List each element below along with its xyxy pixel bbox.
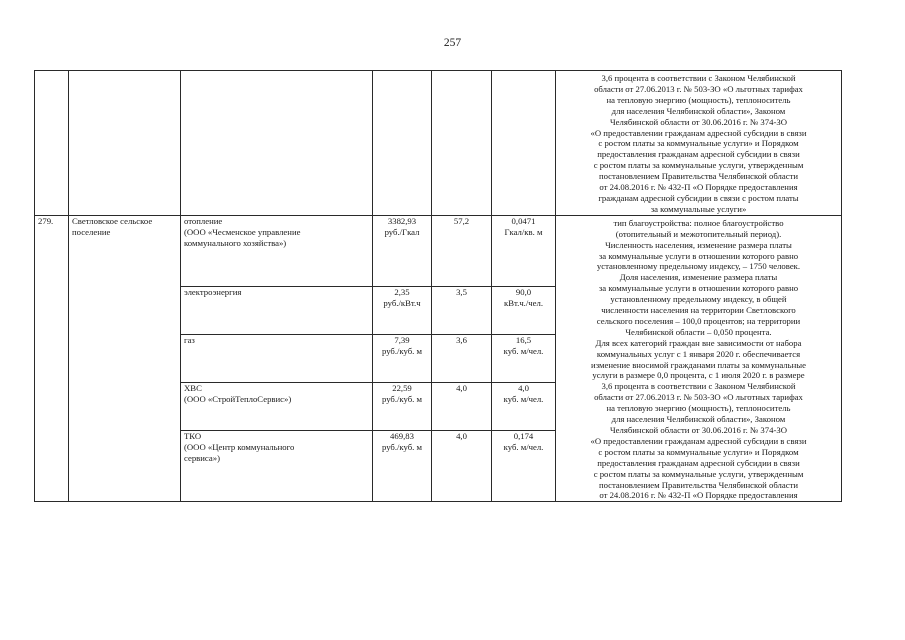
note-line: Челябинской области от 30.06.2016 г. № 374-ЗО	[610, 116, 787, 127]
service-name	[181, 286, 373, 334]
norm-value: 16,5	[515, 335, 532, 345]
note-line: для населения Челябинской области», Законом	[611, 414, 786, 425]
note-line: Челябинской области – 0,050 процента.	[625, 326, 772, 337]
note-line: установленному предельному индексу, в общей	[610, 294, 787, 305]
norm-cell	[492, 431, 556, 502]
note-line: области от 27.06.2013 г. № 503-ЗО «О льготных тарифах	[594, 392, 803, 403]
note-line: предоставления гражданам адресной субсидии в связи	[597, 149, 800, 160]
percent-cell: 3,5	[432, 286, 492, 334]
cell-empty	[492, 71, 556, 216]
percent-cell: 4,0	[432, 431, 492, 502]
norm-unit: куб. м/чел.	[503, 345, 544, 356]
note-line: «О предоставлении гражданам адресной субсидии в связи	[590, 127, 807, 138]
norm-unit: кВт.ч./чел.	[503, 297, 544, 308]
note-line: (отопительный и межотопительный период).	[615, 228, 782, 239]
note-line: за коммунальные услуги»	[650, 203, 747, 214]
note-line: гражданам адресной субсидии в связи с ростом платы	[598, 192, 799, 203]
note-line: 3,6 процента в соответствии с Законом Челябинской	[601, 381, 796, 392]
norm-value: 4,0	[518, 383, 529, 394]
tariff-value: 2,35	[394, 286, 410, 297]
service-name-line: электроэнергия	[184, 286, 242, 297]
tariff-cell	[373, 335, 432, 383]
note-line: от 24.08.2016 г. № 432-П «О Порядке предоставления	[599, 182, 798, 193]
note-line: на тепловую энергию (мощность), теплоноситель	[606, 403, 791, 414]
cell-empty	[373, 71, 432, 216]
page-number: 257	[443, 37, 462, 49]
service-name-line: (ООО «Центр коммунального	[184, 442, 295, 453]
note-line: с ростом платы за коммунальные услуги, утвержденным	[593, 160, 804, 171]
note-line: Челябинской области от 30.06.2016 г. № 374-ЗО	[610, 425, 787, 435]
norm-unit: куб. м/чел.	[503, 394, 544, 405]
service-name-line: газ	[184, 335, 195, 345]
note-line: Численность населения, изменение размера платы	[605, 239, 792, 250]
service-name-line: коммунального хозяйства»)	[184, 237, 287, 248]
percent-cell: 57,2	[432, 215, 492, 286]
note-line: коммунальных услуг с 1 января 2020 г. обеспечивается	[596, 348, 801, 359]
tariff-cell	[373, 431, 432, 502]
note-line: установленному предельному индексу, – 1750 человек.	[596, 261, 801, 272]
cell-empty	[181, 71, 373, 216]
service-name	[181, 215, 373, 286]
tariff-unit: руб./куб. м	[381, 345, 423, 356]
norm-unit: Гкал/кв. м	[504, 226, 543, 237]
row-number: 279.	[35, 215, 69, 502]
note-line: Доля населения, изменение размера платы	[619, 272, 778, 283]
norm-cell	[492, 383, 556, 431]
cell-empty	[69, 71, 181, 216]
note-line: «О предоставлении гражданам адресной субсидии в связи	[590, 435, 807, 446]
note-line: услуги в размере 0,0 процента, с 1 июля 2020 г. в размере	[592, 370, 805, 381]
note-line: предоставления гражданам адресной субсидии в связи	[597, 457, 800, 468]
percent-cell: 4,0	[432, 383, 492, 431]
note-line: области от 27.06.2013 г. № 503-ЗО «О льготных тарифах	[594, 83, 803, 94]
tariff-value: 22,59	[392, 383, 412, 394]
service-name-line: отопление	[184, 215, 223, 226]
note-line: на тепловую энергию (мощность), теплоноситель	[606, 94, 791, 105]
note-line: с ростом платы за коммунальные услуги» и Порядком	[598, 446, 799, 457]
percent-cell: 3,6	[432, 335, 492, 383]
service-name	[181, 383, 373, 431]
note-line: постановлением Правительства Челябинской области	[598, 171, 799, 182]
note-line: за коммунальные услуги в отношении которого равно	[598, 250, 799, 261]
note-line: от 24.08.2016 г. № 432-П «О Порядке предоставления	[599, 490, 798, 501]
tariff-value: 7,39	[394, 335, 410, 345]
note-line: Для всех категорий граждан вне зависимости от набора	[595, 337, 802, 348]
service-name	[181, 431, 373, 502]
service-name-line: сервиса»)	[184, 453, 220, 464]
norm-cell	[492, 215, 556, 286]
service-name-line: (ООО «Чесменское управление	[184, 226, 301, 237]
note-line: постановлением Правительства Челябинской области	[598, 479, 799, 490]
norm-value: 90,0	[515, 286, 532, 297]
norm-cell	[492, 335, 556, 383]
tariff-cell	[373, 383, 432, 431]
note-line: тип благоустройства: полное благоустройство	[613, 217, 784, 228]
note-line: с ростом платы за коммунальные услуги» и Порядком	[598, 138, 799, 149]
tariff-value: 3382,93	[387, 215, 417, 226]
norm-cell	[492, 286, 556, 334]
tariff-cell	[373, 286, 432, 334]
note-line: изменение вносимой гражданами платы за коммунальные	[591, 359, 806, 370]
tariff-unit: руб./куб. м	[381, 394, 423, 405]
table-row	[35, 215, 842, 286]
tariff-table	[34, 70, 842, 502]
continued-row	[35, 71, 842, 216]
tariff-unit: руб./кВт.ч	[383, 297, 421, 308]
note-line: численности населения на территории Светловского	[601, 305, 796, 316]
main-note-cell	[556, 215, 842, 502]
note-line: за коммунальные услуги в отношении которого равно	[598, 283, 799, 294]
tariff-cell	[373, 215, 432, 286]
norm-unit: куб. м/чел.	[503, 442, 544, 453]
service-name-line: (ООО «СтройТеплоСервис»)	[184, 394, 292, 405]
note-line: 3,6 процента в соответствии с Законом Челябинской	[601, 73, 796, 83]
tariff-value: 469,83	[390, 431, 414, 442]
service-name	[181, 335, 373, 383]
tariff-unit: руб./Гкал	[384, 226, 420, 237]
service-name-line: ТКО	[184, 431, 202, 442]
cell-empty	[432, 71, 492, 216]
continued-note-cell	[556, 71, 842, 216]
note-line: с ростом платы за коммунальные услуги, утвержденным	[593, 468, 804, 479]
service-name-line: ХВС	[184, 383, 202, 394]
cell-empty	[35, 71, 69, 216]
note-line: сельского поселения – 100,0 процентов; на территории	[596, 315, 801, 326]
note-line: для населения Челябинской области», Законом	[611, 105, 786, 116]
tariff-unit: руб./куб. м	[381, 442, 423, 453]
norm-value: 0,0471	[511, 215, 536, 226]
settlement-name: Светловское сельское поселение	[69, 215, 181, 502]
norm-value: 0,174	[513, 431, 534, 442]
